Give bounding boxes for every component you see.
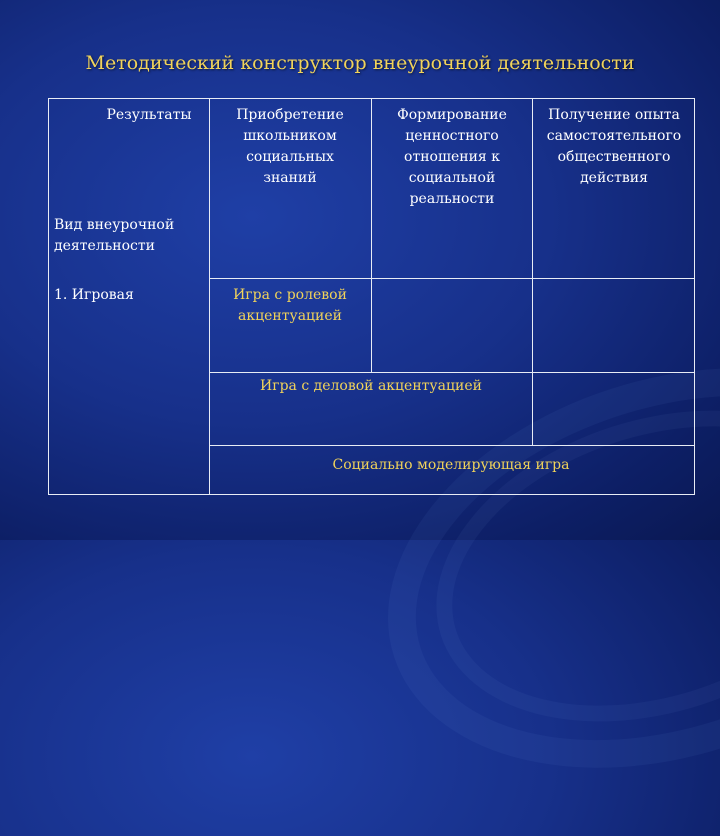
grid-line bbox=[371, 99, 372, 372]
column-header-experience: Получение опыта самостоятельного общественного действия bbox=[546, 107, 682, 186]
results-header: Результаты bbox=[106, 107, 192, 123]
grid-line bbox=[532, 99, 533, 445]
slide-title: Методический конструктор внеурочной деятельности bbox=[85, 52, 635, 74]
activity-type-header: Вид внеурочной деятельности bbox=[54, 217, 175, 254]
cell-business-game: Игра с деловой акцентуацией bbox=[260, 378, 482, 394]
cell-social-game: Социально моделирующая игра bbox=[332, 457, 570, 473]
grid-line bbox=[209, 445, 694, 446]
constructor-table bbox=[48, 98, 695, 495]
column-header-values: Формирование ценностного отношения к социальной реальности bbox=[397, 107, 507, 207]
grid-line bbox=[209, 278, 694, 279]
column-header-knowledge: Приобретение школьником социальных знаний bbox=[236, 107, 344, 186]
row-label-game: 1. Игровая bbox=[54, 287, 134, 303]
cell-role-game: Игра с ролевой акцентуацией bbox=[233, 287, 347, 324]
grid-line bbox=[209, 372, 694, 373]
grid-line bbox=[209, 99, 210, 494]
